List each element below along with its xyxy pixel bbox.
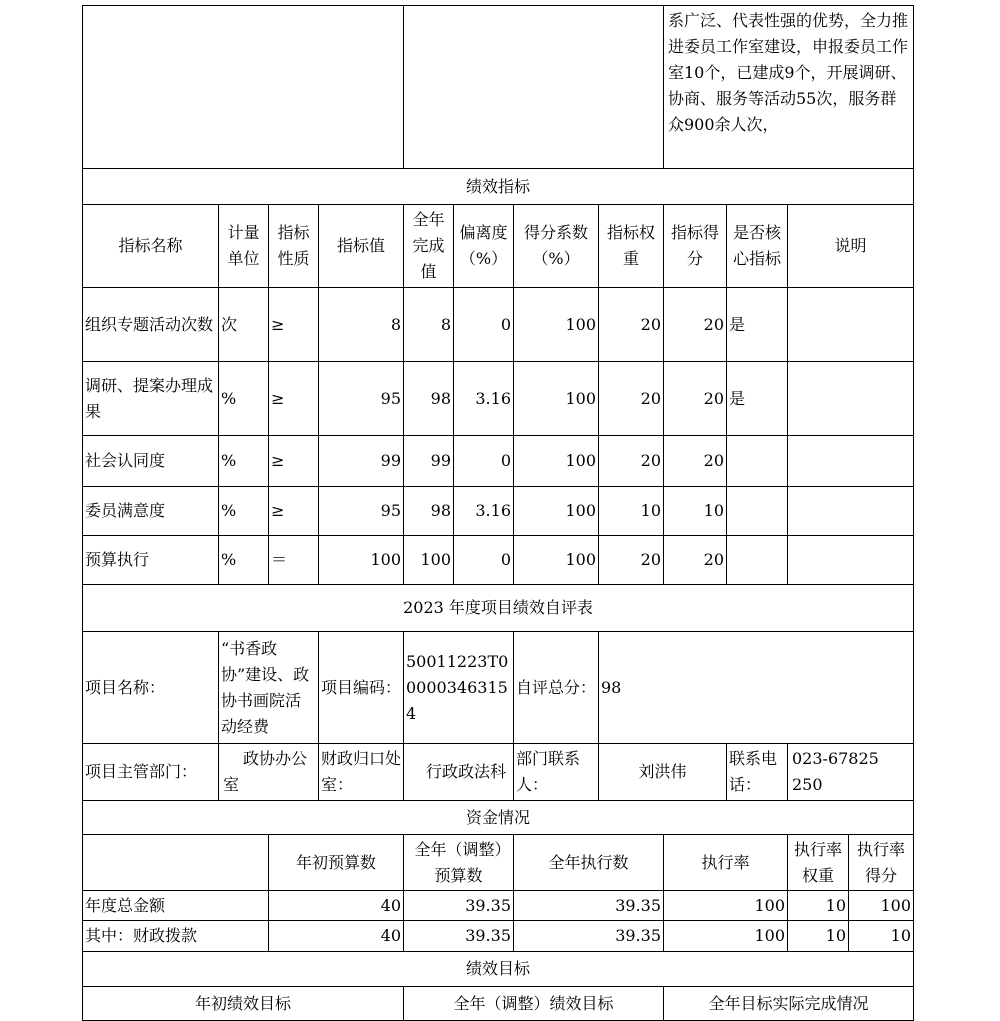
- finance-label-text: 财政归口处室：: [321, 749, 402, 794]
- phone-value-text: 023-67825250: [792, 749, 879, 794]
- project-code-label: [318, 631, 404, 744]
- indicator-row-name: [82, 535, 219, 585]
- goals-col-actual: [663, 986, 914, 1021]
- self-score-value-text: 98: [601, 677, 622, 697]
- indicator-score-coef-text: 100: [565, 451, 596, 470]
- indicator-row-actual: [403, 361, 454, 436]
- indicator-row-nature: [268, 361, 319, 436]
- project-code-value-text: 50011223T000003463154: [406, 651, 509, 723]
- indicator-row-actual: [403, 486, 454, 536]
- indicator-unit-text: %: [221, 451, 237, 470]
- indicator-target-text: 95: [380, 501, 401, 520]
- indicator-row-nature: [268, 287, 319, 362]
- project-name-value-text: “书香政协”建设、政协书画院活动经费: [221, 638, 310, 736]
- indicator-name-text: 调研、提案办理成果: [85, 375, 214, 421]
- indicator-row-score-coef: [513, 435, 599, 487]
- indicator-section-title: [82, 168, 914, 205]
- indicator-row-name: [82, 361, 219, 436]
- indicator-score-coef-text: 100: [565, 314, 596, 334]
- indicator-row-weight: [598, 361, 664, 436]
- top-empty-cell-1: [82, 5, 404, 169]
- goals-col-adjusted-text: 全年（调整）绩效目标: [453, 993, 614, 1013]
- indicator-row-target: [318, 287, 404, 362]
- indicator-section-title-text: 绩效指标: [465, 176, 530, 196]
- project-code-value: [403, 631, 514, 744]
- finance-value: [403, 743, 514, 801]
- indicator-row-score: [663, 486, 727, 536]
- indicator-score-text: 20: [703, 314, 724, 334]
- header-weight: [598, 204, 664, 288]
- contact-value-text: 刘洪伟: [638, 762, 687, 781]
- indicator-core-text: 是: [729, 314, 746, 334]
- header-unit-text: 计量单位: [227, 223, 260, 268]
- header-indicator-name: [82, 204, 219, 288]
- indicator-row-note: [787, 486, 914, 536]
- indicator-name-text: 组织专题活动次数: [85, 314, 214, 334]
- funds-header-adjusted-text: 全年（调整）预算数: [414, 839, 503, 885]
- funds-section-title: [82, 800, 914, 835]
- indicator-row-actual: [403, 535, 454, 585]
- funds-row-label-text: 其中：财政拨款: [85, 926, 198, 945]
- funds-row-label: [82, 920, 269, 952]
- self-score-label-text: 自评总分：: [516, 677, 597, 697]
- funds-row-rate-score: [848, 920, 914, 952]
- indicator-row-actual: [403, 435, 454, 487]
- contact-value: [598, 743, 727, 801]
- indicator-row-deviation: [453, 287, 514, 362]
- indicator-row-weight: [598, 287, 664, 362]
- header-score-coef-text: 得分系数（%）: [523, 223, 588, 268]
- funds-row-rate-weight: [787, 920, 849, 952]
- funds-row-rate-weight: [787, 890, 849, 921]
- indicator-row-note: [787, 435, 914, 487]
- header-target-text: 指标值: [336, 236, 385, 255]
- contact-label: [513, 743, 599, 801]
- indicator-row-target: [318, 486, 404, 536]
- header-note-text: 说明: [834, 236, 867, 255]
- indicator-unit-text: %: [221, 501, 237, 520]
- header-target: [318, 204, 404, 288]
- header-nature-text: 指标性质: [277, 223, 310, 268]
- header-deviation-text: 偏离度（%）: [459, 223, 508, 268]
- indicator-score-coef-text: 100: [565, 388, 596, 408]
- funds-header-initial: [268, 834, 404, 891]
- funds-row-initial: [268, 890, 404, 921]
- indicator-nature-text: ≥: [271, 388, 285, 408]
- phone-label: [726, 743, 788, 801]
- indicator-row-core: [726, 535, 788, 585]
- indicator-row-unit: [218, 287, 269, 362]
- funds-header-rate-weight-text: 执行率权重: [793, 839, 842, 885]
- funds-row-rate: [663, 920, 788, 952]
- dept-value-text: 政协办公室: [223, 749, 308, 794]
- indicator-row-target: [318, 435, 404, 487]
- indicator-target-text: 100: [370, 550, 401, 569]
- funds-row-adjusted: [403, 890, 514, 921]
- indicator-row-nature: [268, 435, 319, 487]
- indicator-actual-text: 100: [420, 550, 451, 569]
- header-nature: [268, 204, 319, 288]
- header-note: [787, 204, 914, 288]
- header-core-text: 是否核心指标: [732, 223, 781, 268]
- funds-row-rate-weight-text: 10: [825, 895, 846, 915]
- indicator-row-score: [663, 435, 727, 487]
- indicator-nature-text: ≥: [271, 501, 285, 520]
- indicator-row-name: [82, 486, 219, 536]
- indicator-row-score: [663, 361, 727, 436]
- funds-row-executed-text: 39.35: [615, 895, 661, 915]
- indicator-row-target: [318, 361, 404, 436]
- header-score-text: 指标得分: [670, 223, 719, 268]
- indicator-unit-text: %: [221, 550, 237, 569]
- funds-row-rate-score-text: 10: [890, 926, 911, 945]
- header-actual-text: 全年完成值: [412, 210, 445, 281]
- indicator-row-core: [726, 361, 788, 436]
- indicator-deviation-text: 3.16: [475, 501, 511, 520]
- indicator-row-unit: [218, 535, 269, 585]
- funds-row-executed: [513, 920, 664, 952]
- indicator-actual-text: 98: [430, 388, 451, 408]
- header-score-coef: [513, 204, 599, 288]
- project-table-title-text: 2023 年度项目绩效自评表: [403, 598, 593, 617]
- indicator-weight-text: 20: [640, 550, 661, 569]
- indicator-actual-text: 8: [440, 314, 451, 334]
- header-score: [663, 204, 727, 288]
- funds-row-rate-text: 100: [754, 926, 785, 945]
- indicator-row-weight: [598, 486, 664, 536]
- funds-header-rate-text: 执行率: [701, 852, 750, 872]
- funds-row-initial: [268, 920, 404, 952]
- funds-row-adjusted-text: 39.35: [465, 895, 511, 915]
- indicator-row-name: [82, 435, 219, 487]
- funds-header-executed: [513, 834, 664, 891]
- indicator-row-note: [787, 287, 914, 362]
- indicator-score-text: 20: [703, 550, 724, 569]
- funds-header-rate-weight: [787, 834, 849, 891]
- dept-value: [218, 743, 319, 801]
- indicator-score-coef-text: 100: [565, 550, 596, 569]
- indicator-row-deviation: [453, 361, 514, 436]
- indicator-target-text: 8: [390, 314, 401, 334]
- self-score-value: [598, 631, 914, 744]
- funds-row-adjusted-text: 39.35: [465, 926, 511, 945]
- indicator-weight-text: 10: [640, 501, 661, 520]
- indicator-row-nature: [268, 535, 319, 585]
- funds-header-rate-score-text: 执行率得分: [856, 839, 905, 885]
- indicator-row-score-coef: [513, 486, 599, 536]
- project-name-label: [82, 631, 219, 744]
- phone-label-text: 联系电话：: [729, 749, 778, 794]
- funds-row-adjusted: [403, 920, 514, 952]
- self-score-label: [513, 631, 599, 744]
- indicator-row-actual: [403, 287, 454, 362]
- project-code-label-text: 项目编码：: [321, 677, 402, 697]
- indicator-deviation-text: 0: [500, 314, 511, 334]
- goals-col-initial-text: 年初绩效目标: [194, 993, 291, 1013]
- indicator-row-unit: [218, 435, 269, 487]
- indicator-deviation-text: 3.16: [475, 388, 511, 408]
- funds-row-rate-weight-text: 10: [825, 926, 846, 945]
- indicator-row-target: [318, 535, 404, 585]
- indicator-score-coef-text: 100: [565, 501, 596, 520]
- indicator-actual-text: 98: [430, 501, 451, 520]
- header-deviation: [453, 204, 514, 288]
- funds-row-rate-text: 100: [754, 895, 785, 915]
- indicator-core-text: 是: [729, 388, 746, 408]
- header-actual: [403, 204, 454, 288]
- funds-section-title-text: 资金情况: [465, 807, 530, 827]
- indicator-row-note: [787, 361, 914, 436]
- indicator-row-deviation: [453, 435, 514, 487]
- indicator-target-text: 99: [380, 451, 401, 470]
- performance-evaluation-document: [83, 6, 915, 1021]
- funds-row-initial-text: 40: [380, 895, 401, 915]
- indicator-row-score: [663, 287, 727, 362]
- indicator-row-unit: [218, 361, 269, 436]
- indicator-weight-text: 20: [640, 314, 661, 334]
- indicator-nature-text: ＝: [271, 550, 288, 569]
- funds-header-initial-text: 年初预算数: [295, 852, 376, 872]
- indicator-row-core: [726, 287, 788, 362]
- indicator-actual-text: 99: [430, 451, 451, 470]
- funds-row-initial-text: 40: [380, 926, 401, 945]
- header-weight-text: 指标权重: [606, 223, 655, 268]
- project-name-label-text: 项目名称：: [85, 677, 166, 697]
- indicator-name-text: 预算执行: [85, 550, 150, 569]
- dept-label: [82, 743, 219, 801]
- goals-section-title: [82, 951, 914, 987]
- goals-col-initial: [82, 986, 404, 1021]
- indicator-unit-text: 次: [221, 314, 238, 334]
- indicator-row-name: [82, 287, 219, 362]
- indicator-row-score-coef: [513, 535, 599, 585]
- indicator-row-score-coef: [513, 287, 599, 362]
- indicator-target-text: 95: [380, 388, 401, 408]
- indicator-row-score-coef: [513, 361, 599, 436]
- indicator-row-nature: [268, 486, 319, 536]
- indicator-name-text: 社会认同度: [85, 451, 166, 470]
- indicator-weight-text: 20: [640, 388, 661, 408]
- indicator-nature-text: ≥: [271, 451, 285, 470]
- phone-value: [787, 743, 914, 801]
- indicator-row-score: [663, 535, 727, 585]
- funds-row-label-text: 年度总金额: [85, 895, 166, 915]
- goals-col-adjusted: [403, 986, 664, 1021]
- project-name-value: [218, 631, 319, 744]
- finance-label: [318, 743, 404, 801]
- funds-row-rate: [663, 890, 788, 921]
- indicator-score-text: 20: [703, 451, 724, 470]
- contact-label-text: 部门联系人：: [516, 749, 581, 794]
- funds-header-empty: [82, 834, 269, 891]
- top-empty-cell-2: [403, 5, 664, 169]
- indicator-row-deviation: [453, 535, 514, 585]
- header-core: [726, 204, 788, 288]
- indicator-deviation-text: 0: [500, 451, 511, 470]
- funds-header-rate: [663, 834, 788, 891]
- indicator-row-weight: [598, 535, 664, 585]
- indicator-row-weight: [598, 435, 664, 487]
- indicator-nature-text: ≥: [271, 314, 285, 334]
- header-indicator-name-text: 指标名称: [118, 236, 183, 255]
- funds-row-executed: [513, 890, 664, 921]
- indicator-score-text: 10: [703, 501, 724, 520]
- project-table-title: [82, 584, 914, 632]
- funds-row-rate-score: [848, 890, 914, 921]
- indicator-row-unit: [218, 486, 269, 536]
- goals-col-actual-text: 全年目标实际完成情况: [708, 993, 869, 1013]
- funds-row-executed-text: 39.35: [615, 926, 661, 945]
- indicator-unit-text: %: [221, 388, 237, 408]
- dept-label-text: 项目主管部门：: [85, 762, 198, 781]
- top-description-cell: [663, 5, 914, 169]
- top-description-text: 系广泛、代表性强的优势，全力推进委员工作室建设，申报委员工作室10个，已建成9个，开展调研、协商、服务等活动55次，服务群众900余人次，: [668, 11, 909, 134]
- funds-header-rate-score: [848, 834, 914, 891]
- funds-header-adjusted: [403, 834, 514, 891]
- indicator-name-text: 委员满意度: [85, 501, 166, 520]
- indicator-row-note: [787, 535, 914, 585]
- funds-header-executed-text: 全年执行数: [548, 852, 629, 872]
- indicator-row-core: [726, 486, 788, 536]
- indicator-deviation-text: 0: [500, 550, 511, 569]
- indicator-row-deviation: [453, 486, 514, 536]
- indicator-score-text: 20: [703, 388, 724, 408]
- header-unit: [218, 204, 269, 288]
- finance-value-text: 行政政法科: [426, 762, 507, 781]
- funds-row-rate-score-text: 100: [880, 895, 911, 915]
- funds-row-label: [82, 890, 269, 921]
- indicator-row-core: [726, 435, 788, 487]
- indicator-weight-text: 20: [640, 451, 661, 470]
- goals-section-title-text: 绩效目标: [465, 959, 530, 978]
